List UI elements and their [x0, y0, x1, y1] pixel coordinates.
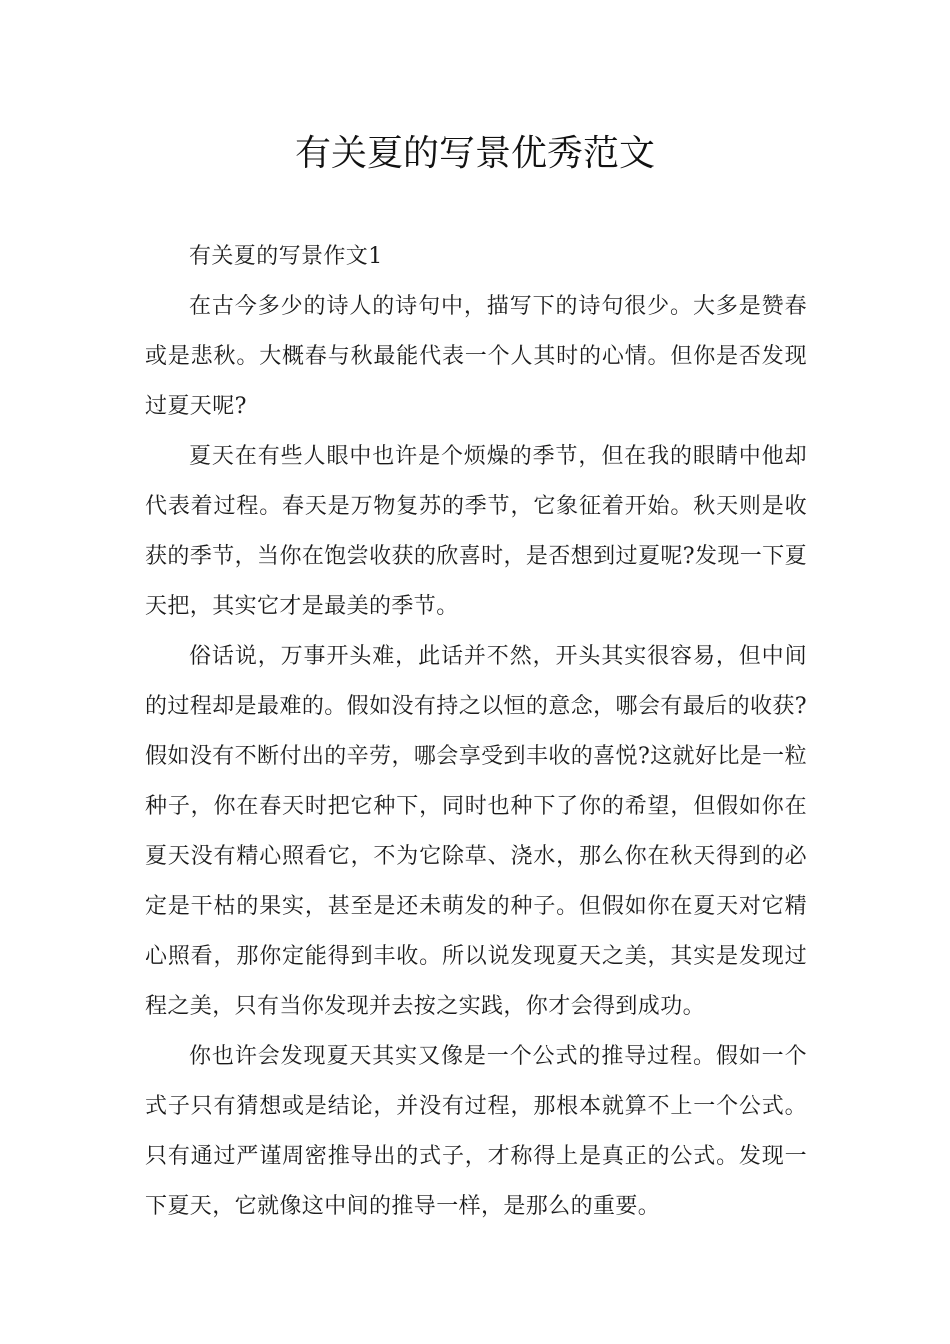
paragraph-2: 夏天在有些人眼中也许是个烦燥的季节，但在我的眼睛中他却代表着过程。春天是万物复苏的季节，它象征着开始。秋天则是收获的季节，当你在饱尝收获的欣喜时，是否想到过夏呢?发现一下夏天把，其实它才是最美的季节。	[145, 444, 807, 619]
document-body	[145, 232, 807, 1232]
document-title: 有关夏的写景优秀范文	[294, 133, 655, 174]
paragraph-4: 你也许会发现夏天其实又像是一个公式的推导过程。假如一个式子只有猜想或是结论，并没有过程，那根本就算不上一个公式。只有通过严谨周密推导出的式子，才称得上是真正的公式。发现一下夏天，它就像这中间的推导一样，是那么的重要。	[145, 1044, 807, 1219]
essay-subtitle: 有关夏的写景作文1	[189, 244, 383, 269]
paragraph-3: 俗话说，万事开头难，此话并不然，开头其实很容易，但中间的过程却是最难的。假如没有持之以恒的意念，哪会有最后的收获?假如没有不断付出的辛劳，哪会享受到丰收的喜悦?这就好比是一粒种子，你在春天时把它种下，同时也种下了你的希望，但假如你在夏天没有精心照看它，不为它除草、浇水，那么你在秋天得到的必定是干枯的果实，甚至是还未萌发的种子。但假如你在夏天对它精心照看，那你定能得到丰收。所以说发现夏天之美，其实是发现过程之美，只有当你发现并去按之实践，你才会得到成功。	[145, 644, 807, 1019]
paragraph-1: 在古今多少的诗人的诗句中，描写下的诗句很少。大多是赞春或是悲秋。大概春与秋最能代表一个人其时的心情。但你是否发现过夏天呢?	[145, 294, 807, 419]
